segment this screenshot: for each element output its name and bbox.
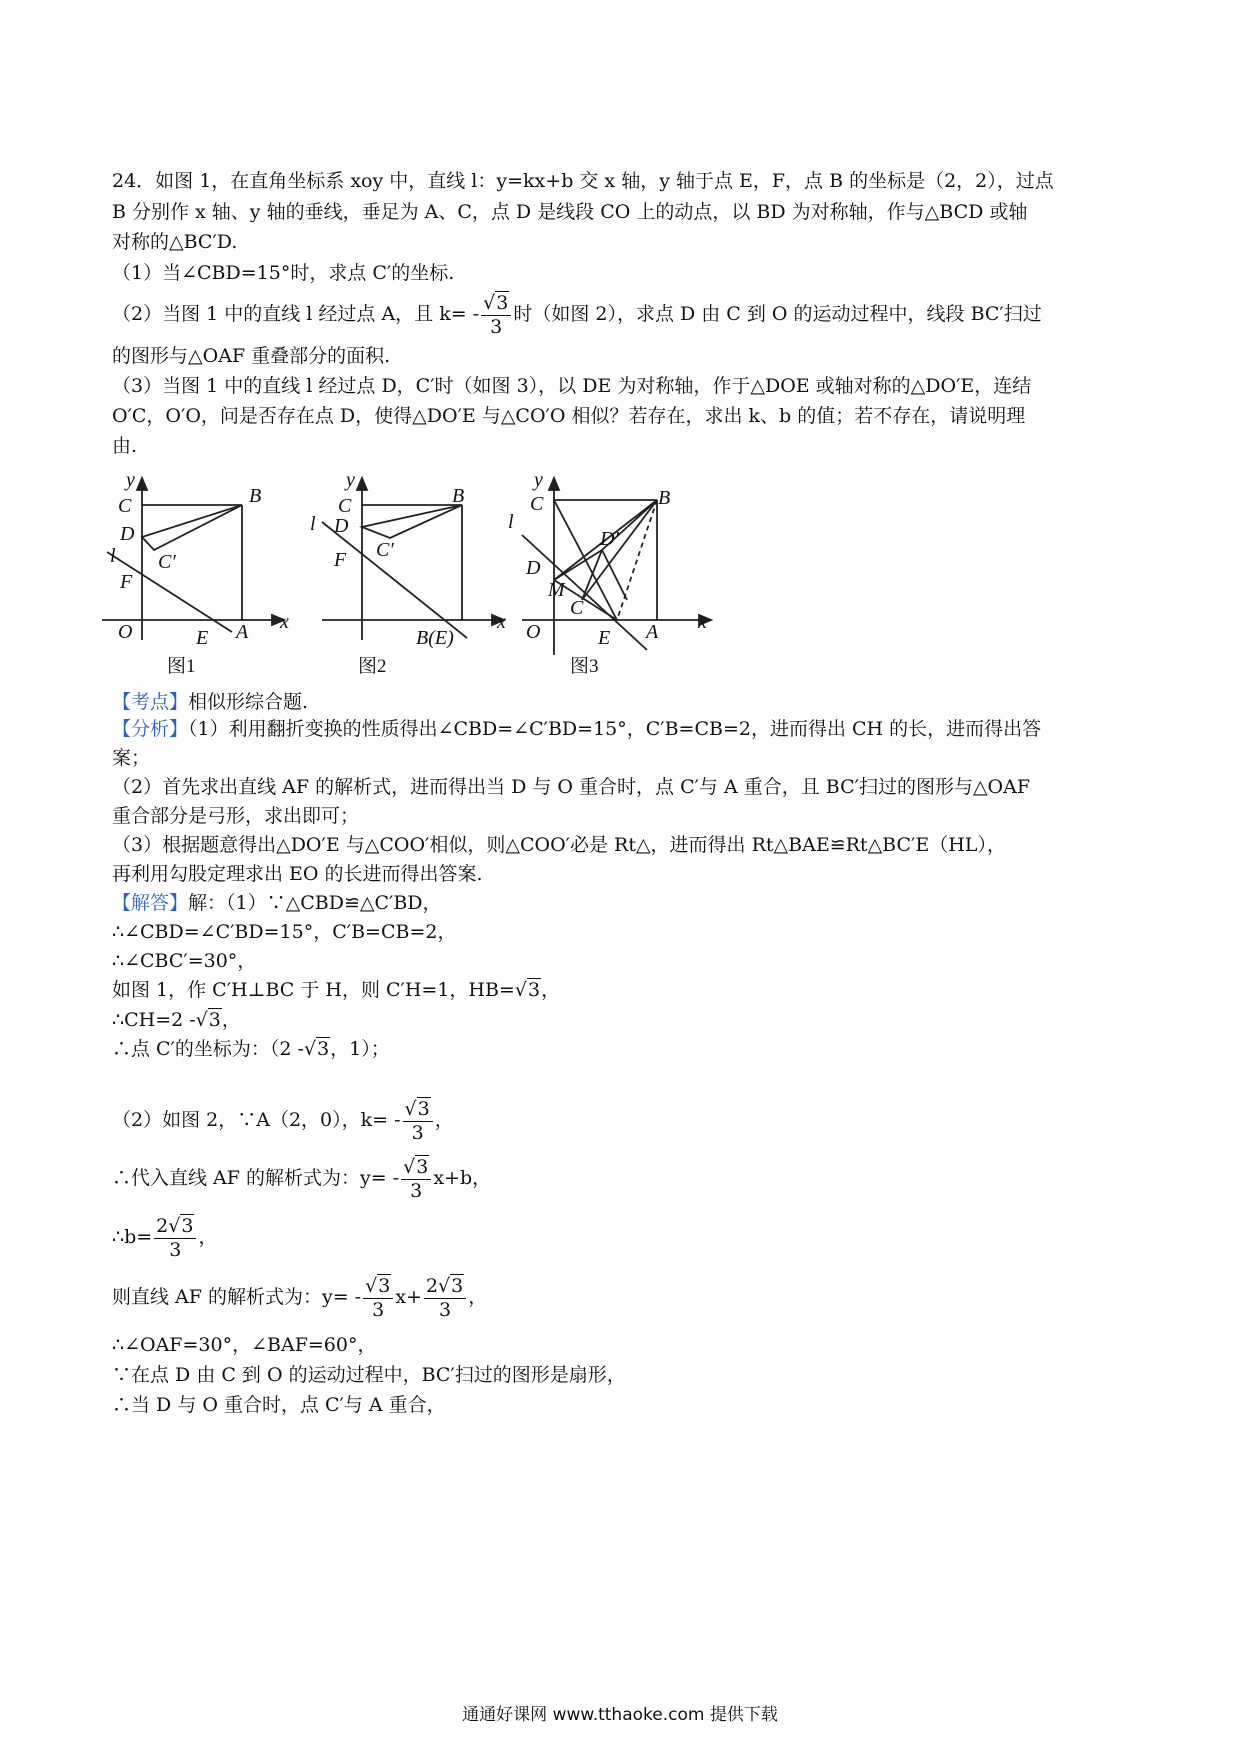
part2-line-7: ∴当 D 与 O 重合时，点 C′与 A 重合， bbox=[112, 1394, 446, 1416]
fig1-label-a: A bbox=[236, 621, 249, 643]
fig3-label-m: M bbox=[548, 579, 565, 601]
jieda-line-3: ∴∠CBC′=30°， bbox=[112, 950, 257, 972]
part2-line-6: ∵在点 D 由 C 到 O 的运动过程中，BC′扫过的图形是扇形， bbox=[112, 1364, 626, 1386]
fig3-label-b: B bbox=[658, 487, 671, 509]
question-2 bbox=[112, 290, 1042, 338]
fenxi-tag: 【分析】 bbox=[112, 718, 189, 740]
fenxi-line-3: （2）首先求出直线 AF 的解析式，进而得出当 D 与 O 重合时，点 C′与 A 重合，且 BC′扫过的图形与△OAF bbox=[112, 776, 1031, 798]
fig3-label-d-prime: D′ bbox=[600, 528, 619, 550]
figure-2-caption: 图2 bbox=[358, 656, 387, 677]
fig2-label-c-prime: C′ bbox=[376, 539, 394, 561]
question-2-post: 时（如图 2），求点 D 由 C 到 O 的运动过程中，线段 BC′扫过 bbox=[513, 303, 1042, 325]
part2-line-5: ∴∠OAF=30°，∠BAF=60°， bbox=[112, 1334, 377, 1356]
fig2-label-b: B bbox=[452, 485, 465, 507]
fig2-label-d: D bbox=[334, 515, 349, 537]
problem-line-3: 对称的△BC′D. bbox=[112, 231, 238, 253]
fig3-label-d: D bbox=[526, 557, 541, 579]
fig3-label-y: y bbox=[534, 469, 543, 491]
question-3-line-2: O′C，O′O，问是否存在点 D，使得△DO′E 与△CO′O 相似？若存在，求出 k、b 的值；若不存在，请说明理 bbox=[112, 405, 1026, 427]
fenxi-line-2: 案； bbox=[112, 747, 151, 769]
jieda-line-6: ∴点 C′的坐标为：（2 -√3，1）； bbox=[112, 1038, 390, 1060]
fig1-label-o: O bbox=[118, 621, 133, 643]
fig3-label-a: A bbox=[646, 621, 659, 643]
fig1-label-x: x bbox=[280, 611, 289, 633]
fig3-label-x: x bbox=[698, 611, 707, 633]
footer-source: 通通好课网 www.tthaoke.com 提供下载 bbox=[462, 1705, 778, 1725]
kaodian-line: 【考点】相似形综合题. bbox=[112, 691, 309, 713]
fig1-label-e: E bbox=[196, 627, 209, 649]
fig3-label-c-top: C bbox=[530, 493, 544, 515]
jieda-line-1: 【解答】解：（1）∵△CBD≌△C′BD， bbox=[112, 892, 442, 914]
question-2-pre: （2）当图 1 中的直线 l 经过点 A，且 k= - bbox=[112, 303, 480, 325]
fig2-label-be: B(E) bbox=[416, 627, 454, 649]
part2-line-2: ∴代入直线 AF 的解析式为：y= - $\frac{√3}{3}$ x+b， bbox=[112, 1155, 492, 1202]
fenxi-line-5: （3）根据题意得出△DO′E 与△COO′相似，则△COO′必是 Rt△，进而得出 Rt△BAE≌Rt△BC′E（HL）， bbox=[112, 834, 1006, 856]
sqrt3: √3 bbox=[514, 979, 541, 1001]
fig3-label-c-prime: C bbox=[570, 597, 584, 619]
part2-line-4: 则直线 AF 的解析式为：y= - $\frac{√3}{3}$ x+ $\frac{2√3}{3}$ ， bbox=[112, 1274, 488, 1321]
jieda-line-4: 如图 1，作 C′H⊥BC 于 H，则 C′H=1，HB=√3， bbox=[112, 975, 560, 1005]
part2-line-1: （2）如图 2，∵A（2，0），k= - $\frac{√3}{3}$ ， bbox=[112, 1097, 454, 1144]
fig3-label-l: l bbox=[508, 511, 514, 533]
fig2-label-y: y bbox=[346, 469, 355, 491]
fig1-label-c-prime: C′ bbox=[158, 551, 176, 573]
fraction-sqrt3-over-3: $\frac{√3}{3}$ bbox=[481, 294, 511, 337]
jieda-line-2: ∴∠CBD=∠C′BD=15°，C′B=CB=2， bbox=[112, 921, 457, 943]
question-3-line-1: （3）当图 1 中的直线 l 经过点 D，C′时（如图 3），以 DE 为对称轴，作于△DOE 或轴对称的△DO′E，连结 bbox=[112, 375, 1032, 397]
fenxi-line-4: 重合部分是弓形，求出即可； bbox=[112, 805, 360, 827]
fig2-label-x: x bbox=[497, 611, 506, 633]
problem-line-2: B 分别作 x 轴、y 轴的垂线，垂足为 A、C，点 D 是线段 CO 上的动点，以 BD 为对称轴，作与△BCD 或轴 bbox=[112, 201, 1028, 223]
problem-line-1: 24．如图 1，在直角坐标系 xoy 中，直线 l：y=kx+b 交 x 轴，y 轴于点 E，F，点 B 的坐标是（2，2），过点 bbox=[112, 170, 1054, 192]
fig1-label-b: B bbox=[249, 485, 262, 507]
figure-3-caption: 图3 bbox=[570, 656, 599, 677]
fig3-label-o: O bbox=[526, 621, 541, 643]
fig1-label-y: y bbox=[126, 469, 135, 491]
part2-line-3: ∴b= $\frac{2√3}{3}$ ， bbox=[112, 1214, 218, 1261]
fig1-label-c: C bbox=[118, 495, 132, 517]
figure-1-caption: 图1 bbox=[167, 656, 196, 677]
fig2-label-c: C bbox=[338, 495, 352, 517]
fig1-label-l: l bbox=[110, 545, 116, 567]
fig1-label-d: D bbox=[120, 523, 135, 545]
fig3-label-e: E bbox=[598, 627, 611, 649]
fenxi-line-6: 再利用勾股定理求出 EO 的长进而得出答案. bbox=[112, 863, 483, 885]
fenxi-line-1: 【分析】（1）利用翻折变换的性质得出∠CBD=∠C′BD=15°，C′B=CB=2，进而得出 CH 的长，进而得出答 bbox=[112, 718, 1042, 740]
question-2-cont: 的图形与△OAF 重叠部分的面积. bbox=[112, 345, 391, 367]
question-1: （1）当∠CBD=15°时，求点 C′的坐标. bbox=[112, 262, 455, 284]
jieda-tag: 【解答】 bbox=[112, 892, 189, 914]
fig2-label-l: l bbox=[310, 513, 316, 535]
jieda-line-5: ∴CH=2 -√3， bbox=[112, 1009, 241, 1031]
fig2-label-f: F bbox=[334, 549, 347, 571]
fig1-label-f: F bbox=[120, 571, 133, 593]
question-3-line-3: 由. bbox=[112, 435, 138, 457]
figure-3 bbox=[522, 478, 711, 655]
kaodian-tag: 【考点】 bbox=[112, 691, 189, 713]
